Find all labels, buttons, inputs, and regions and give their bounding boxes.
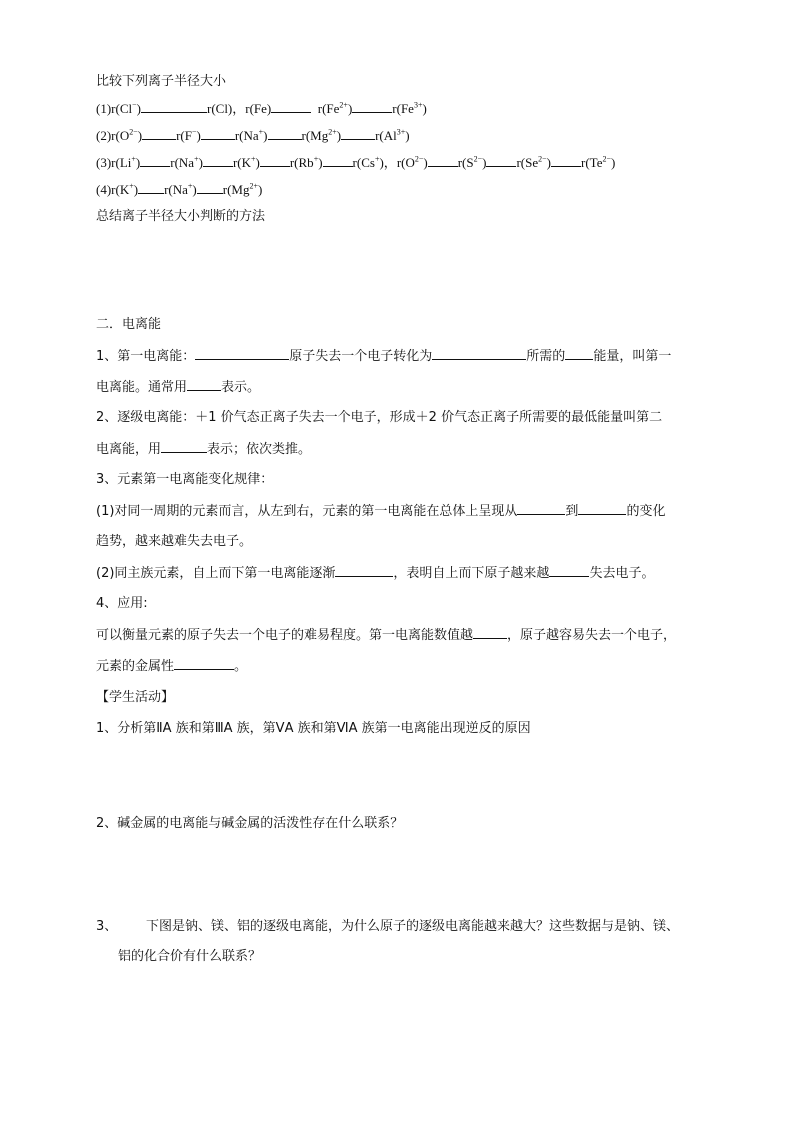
ion-charge: + (194, 154, 199, 164)
ion-charge: 2− (538, 154, 547, 164)
answer-blank[interactable] (486, 155, 516, 167)
text: 原子失去一个电子转化为 (289, 349, 433, 364)
text: (1)对同一周期的元素而言，从左到右，元素的第一电离能在总体上呈现从 (96, 504, 518, 519)
question-1 (96, 101, 427, 117)
para-4-line-1 (96, 503, 665, 520)
answer-blank[interactable] (335, 565, 393, 577)
ion-label: r(Cs (352, 155, 375, 170)
ion-charge: 3+ (396, 127, 406, 137)
section-title-ionization: 二．电离能 (96, 317, 162, 332)
text: 元素的金属性 (96, 659, 175, 674)
text: 。 (234, 659, 248, 674)
activity-question-2: 2、碱金属的电离能与碱金属的活泼性存在什么联系？ (96, 816, 404, 831)
text: 失去电子。 (589, 566, 655, 581)
ion-charge: − (191, 127, 197, 137)
text: 电离能。通常用 (96, 380, 188, 395)
ion-label: r(Mg (301, 128, 329, 143)
ion-label: r(S (457, 155, 474, 170)
ion-charge: 2+ (249, 181, 258, 191)
activity-question-1: 1、分析第ⅡA 族和第ⅢA 族，第ⅤA 族和第ⅥA 族第一电离能出现逆反的原因 (96, 721, 531, 736)
activity-title: 【学生活动】 (96, 690, 175, 705)
para-8 (96, 658, 247, 675)
ion-label: r(Fe (317, 101, 340, 116)
para-6: 4、应用: (96, 596, 148, 611)
ion-label: r(Fe (392, 101, 414, 116)
text: 到 (565, 504, 579, 519)
question-3 (96, 155, 615, 172)
answer-blank[interactable] (578, 503, 626, 515)
ion-label: r(Li (111, 155, 132, 170)
ion-charge: + (313, 154, 319, 164)
para-3: 3、元素第一电离能变化规律： (96, 472, 274, 487)
ion-label: r(Rb (289, 155, 314, 170)
answer-blank[interactable] (428, 155, 458, 167)
paren: ) (610, 155, 616, 170)
ion-label: r(K (232, 155, 251, 170)
text: 的变化 (626, 504, 666, 519)
text: 表示。 (221, 380, 261, 395)
answer-blank[interactable] (187, 379, 221, 391)
answer-blank[interactable] (174, 658, 234, 670)
activity-question-3-number: 3、 (96, 919, 118, 934)
q-number: (4) (96, 182, 112, 197)
text: 所需的 (526, 349, 566, 364)
answer-blank[interactable] (549, 565, 589, 577)
ion-charge: + (374, 154, 380, 164)
answer-blank[interactable] (551, 155, 581, 167)
ion-charge: 2− (129, 127, 138, 137)
ion-charge: + (131, 154, 136, 164)
ion-label: r(Cl)，r(Fe) (206, 101, 272, 116)
ion-label: r(O (396, 155, 415, 170)
answer-blank[interactable] (138, 182, 164, 194)
ion-label: r(O (111, 128, 130, 143)
text: ，原子越容易失去一个电子， (507, 628, 677, 643)
paren: ) (136, 101, 141, 116)
paren: ) (336, 128, 342, 143)
ion-charge: − (132, 100, 137, 110)
ion-charge: + (187, 181, 193, 191)
answer-blank[interactable] (565, 348, 593, 360)
q-number: (2) (96, 128, 112, 143)
ion-charge: 3+ (413, 100, 423, 110)
answer-blank[interactable] (271, 101, 311, 113)
para-2-line-2 (96, 441, 311, 458)
answer-blank[interactable] (473, 627, 507, 639)
text: 电离能，用 (96, 442, 162, 457)
answer-blank[interactable] (140, 155, 170, 167)
answer-blank[interactable] (203, 155, 233, 167)
answer-blank[interactable] (197, 182, 223, 194)
answer-blank[interactable] (141, 101, 207, 113)
paren: ) (192, 182, 197, 197)
answer-blank[interactable] (161, 441, 207, 453)
paren: ) (137, 128, 143, 143)
text: 可以衡量元素的原子失去一个电子的难易程度。第一电离能数值越 (96, 628, 474, 643)
ion-label: r(Te (581, 155, 603, 170)
answer-blank[interactable] (260, 155, 290, 167)
para-5 (96, 565, 654, 582)
paren: ) (422, 101, 427, 116)
summary-prompt: 总结离子半径大小判断的方法 (96, 209, 266, 224)
ion-label: r(Na (164, 182, 188, 197)
ion-label: r(Na (234, 128, 259, 143)
paren: ) (196, 128, 201, 143)
para-2-line-1: 2、逐级电离能：＋1 价气态正离子失去一个电子，形成＋2 价气态正离子所需要的最低能量叫第二 (96, 410, 663, 425)
text: 能量，叫第一 (593, 349, 672, 364)
text: ，表明自上而下原子越来越 (393, 566, 550, 581)
para-1-line-2 (96, 379, 260, 396)
question-4 (96, 182, 262, 198)
ion-charge: 2+ (339, 100, 348, 110)
answer-blank[interactable] (432, 348, 526, 360)
activity-question-3-line-1: 下图是钠、镁、铝的逐级电离能，为什么原子的逐级电离能越来越大？这些数据与是钠、镁、 (146, 919, 680, 934)
ion-label: r(K (111, 182, 130, 197)
paren: ) (347, 101, 353, 116)
answer-blank[interactable] (341, 128, 375, 140)
separator: ， (383, 156, 397, 171)
text: 1、第一电离能： (96, 349, 196, 364)
ion-label: r(Al (375, 128, 397, 143)
answer-blank[interactable] (142, 128, 176, 140)
para-4-line-2: 趋势，越来越难失去电子。 (96, 534, 253, 549)
paren: ) (263, 128, 268, 143)
paren: ) (482, 155, 487, 170)
para-7 (96, 627, 676, 644)
ion-charge: 2− (414, 154, 424, 164)
answer-blank[interactable] (268, 128, 302, 140)
ion-charge: 2+ (328, 127, 337, 137)
ion-label: r(Cl (111, 101, 133, 116)
para-1-line-1 (96, 348, 671, 365)
question-2 (96, 128, 410, 144)
ion-charge: + (258, 127, 264, 137)
paren: ) (198, 155, 203, 170)
paren: ) (318, 155, 323, 170)
paren: ) (546, 155, 551, 170)
paren: ) (423, 155, 428, 170)
text: (2)同主族元素，自上而下第一电离能逐渐 (96, 566, 336, 581)
answer-blank[interactable] (323, 155, 353, 167)
ion-label: r(Mg (222, 182, 250, 197)
paren: ) (255, 155, 260, 170)
paren: ) (133, 182, 139, 197)
text: 表示；依次类推。 (207, 442, 312, 457)
paren: ) (379, 155, 384, 170)
answer-blank[interactable] (352, 101, 392, 113)
q-number: (3) (96, 155, 112, 170)
paren: ) (258, 182, 263, 197)
answer-blank[interactable] (201, 128, 235, 140)
ion-label: r(Se (516, 155, 539, 170)
q-number: (1) (96, 101, 112, 116)
ion-charge: 2− (473, 154, 483, 164)
answer-blank[interactable] (517, 503, 565, 515)
section-title-ion-radius: 比较下列离子半径大小 (96, 74, 227, 89)
paren: ) (405, 128, 410, 143)
ion-charge: + (250, 154, 256, 164)
activity-question-3-line-2: 铝的化合价有什么联系？ (118, 949, 262, 964)
answer-blank[interactable] (195, 348, 289, 360)
ion-charge: + (129, 181, 134, 191)
ion-label: r(Na (170, 155, 195, 170)
ion-charge: 2− (602, 154, 611, 164)
ion-label: r(F (176, 128, 192, 143)
paren: ) (135, 155, 141, 170)
